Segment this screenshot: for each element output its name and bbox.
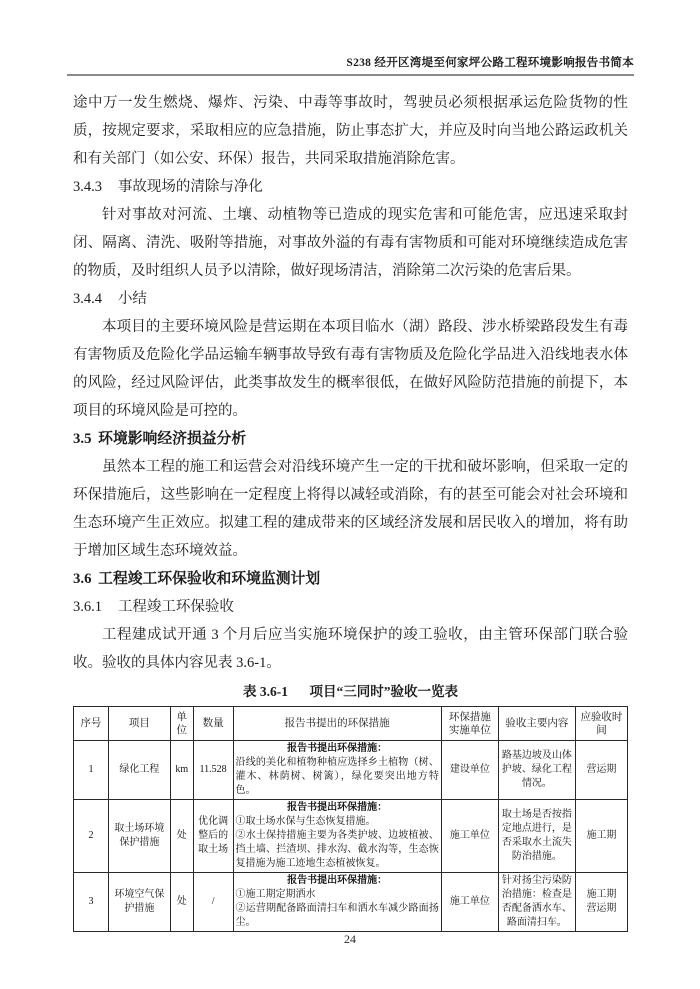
cell-implementer: 施工单位 — [441, 873, 498, 932]
col-header-measures: 报告书提出的环保措施 — [233, 707, 441, 741]
cell-acceptance-time — [575, 741, 627, 800]
measures-label: 报告书提出环保措施： — [287, 743, 388, 754]
page-content — [73, 76, 628, 932]
cell-item: 环境空气保护措施 — [108, 873, 170, 932]
cell-acceptance-time — [575, 800, 627, 873]
section-heading-3-4-3 — [73, 173, 628, 201]
section-number: 3.5 — [73, 431, 92, 447]
col-header-implementer: 环保措施实施单位 — [441, 707, 498, 741]
page-number: 24 — [344, 932, 356, 946]
time-line: 营运期 — [586, 764, 617, 775]
cell-unit: km — [170, 741, 193, 800]
cell-quantity: 11.528 — [193, 741, 233, 800]
measures-label: 报告书提出环保措施： — [287, 875, 388, 886]
paragraph-accident-cleanup: 针对事故对河流、土壤、动植物等已造成的现实危害和可能危害，应迅速采取封闭、隔离、清洗、吸附等措施，对事故外溢的有毒有害物质和可能对环境继续造成危害的物质，及时组织人员予以清除，做好现场清洁，消除第二次污染的危害后果。 — [73, 207, 628, 279]
paragraph-acceptance-intro: 工程建成试开通 3 个月后应当实施环境保护的竣工验收，由主管环保部门联合验收。验收的具体内容见表 3.6-1。 — [73, 627, 628, 671]
section-number: 3.6.1 — [73, 599, 102, 615]
measure-line: ①施工期定期洒水 — [235, 889, 316, 900]
section-title: 工程竣工环保验收 — [117, 599, 234, 615]
section-number: 3.6 — [73, 571, 92, 587]
measure-line: ①取土场水保与生态恢复措施。 — [235, 816, 376, 827]
measure-line: ②水土保持措施主要为各类护坡、边坡植被、挡土墙、拦渣坝、排水沟、截水沟等，生态恢复措施为施工迹地生态植被恢复。 — [235, 830, 439, 869]
cell-acceptance-content: 针对扬尘污染防治措施：检查是否配备洒水车、路面清扫车。 — [498, 873, 575, 932]
col-header-quantity: 数量 — [193, 707, 233, 741]
col-header-no: 序号 — [74, 707, 109, 741]
cell-implementer: 建设单位 — [441, 741, 498, 800]
table-row — [74, 873, 628, 932]
time-line: 施工期 — [586, 830, 617, 841]
paragraph-risk-summary: 本项目的主要环境风险是营运期在本项目临水（湖）路段、涉水桥梁路段发生有毒有害物质及危险化学品运输车辆事故导致有毒有害物质及危险化学品进入沿线地表水体的风险，经过风险评估，此类事故发生的概率很低，在做好风险防范措施的前提下，本项目的环境风险是可控的。 — [73, 319, 628, 419]
table-row — [74, 800, 628, 873]
section-number: 3.4.4 — [73, 291, 102, 307]
cell-measures — [233, 741, 441, 800]
section-title: 事故现场的清除与净化 — [117, 179, 263, 195]
section-heading-3-6-1 — [73, 593, 628, 621]
cell-quantity: / — [193, 873, 233, 932]
section-title: 工程竣工环保验收和环境监测计划 — [98, 571, 321, 587]
section-title: 小结 — [117, 291, 147, 307]
paragraph-economic-analysis: 虽然本工程的施工和运营会对沿线环境产生一定的干扰和破坏影响，但采取一定的环保措施后，这些影响在一定程度上将得以减轻或消除，有的甚至可能会对社会环境和生态环境产生正效应。拟建工程的建成带来的区域经济发展和居民收入的增加，将有助于增加区域生态环境效益。 — [73, 459, 628, 559]
cell-measures — [233, 800, 441, 873]
table-caption-title: 项目“三同时”验收一览表 — [309, 684, 459, 699]
cell-quantity: 优化调整后的取土场 — [193, 800, 233, 873]
cell-acceptance-content: 取土场是否按指定地点进行，是否采取水土流失防治措施。 — [498, 800, 575, 873]
section-title: 环境影响经济损益分析 — [98, 431, 247, 447]
measure-line: ②运营期配备路面清扫车和洒水车减少路面扬尘。 — [235, 903, 439, 928]
header-title: S238 经开区湾堤至何家坪公路工程环境影响报告书简本 — [346, 57, 634, 69]
page-header — [67, 54, 634, 76]
col-header-unit: 单位 — [170, 707, 193, 741]
section-heading-3-6 — [73, 565, 628, 593]
cell-no: 2 — [74, 800, 109, 873]
table-caption-label: 表 3.6-1 — [242, 684, 288, 699]
cell-measures — [233, 873, 441, 932]
paragraph-accident-transport: 途中万一发生燃烧、爆炸、污染、中毒等事故时，驾驶员必须根据承运危险货物的性质，按规定要求，采取相应的应急措施，防止事态扩大，并应及时向当地公路运政机关和有关部门（如公安、环保）报告，共同采取措施消除危害。 — [73, 95, 628, 167]
cell-item: 取土场环境保护措施 — [108, 800, 170, 873]
col-header-acceptance-time: 应验收时间 — [575, 707, 627, 741]
cell-unit: 处 — [170, 800, 193, 873]
measures-label: 报告书提出环保措施： — [287, 802, 388, 813]
table-row — [74, 741, 628, 800]
table-caption — [73, 679, 628, 704]
section-heading-3-4-4 — [73, 285, 628, 313]
section-number: 3.4.3 — [73, 179, 102, 195]
measure-line: 沿线的美化和植物种植应选择乡土植物（树、灌木、林荫树、树篱），绿化要突出地方特色。 — [235, 757, 439, 796]
cell-no: 3 — [74, 873, 109, 932]
time-line: 营运期 — [586, 903, 617, 914]
cell-unit: 处 — [170, 873, 193, 932]
cell-acceptance-time — [575, 873, 627, 932]
time-line: 施工期 — [586, 889, 617, 900]
cell-acceptance-content: 路基边坡及山体护坡、绿化工程情况。 — [498, 741, 575, 800]
section-heading-3-5 — [73, 425, 628, 453]
cell-implementer: 施工单位 — [441, 800, 498, 873]
col-header-item: 项目 — [108, 707, 170, 741]
acceptance-table — [73, 706, 628, 932]
cell-item: 绿化工程 — [108, 741, 170, 800]
col-header-acceptance-content: 验收主要内容 — [498, 707, 575, 741]
cell-no: 1 — [74, 741, 109, 800]
table-header-row — [74, 707, 628, 741]
